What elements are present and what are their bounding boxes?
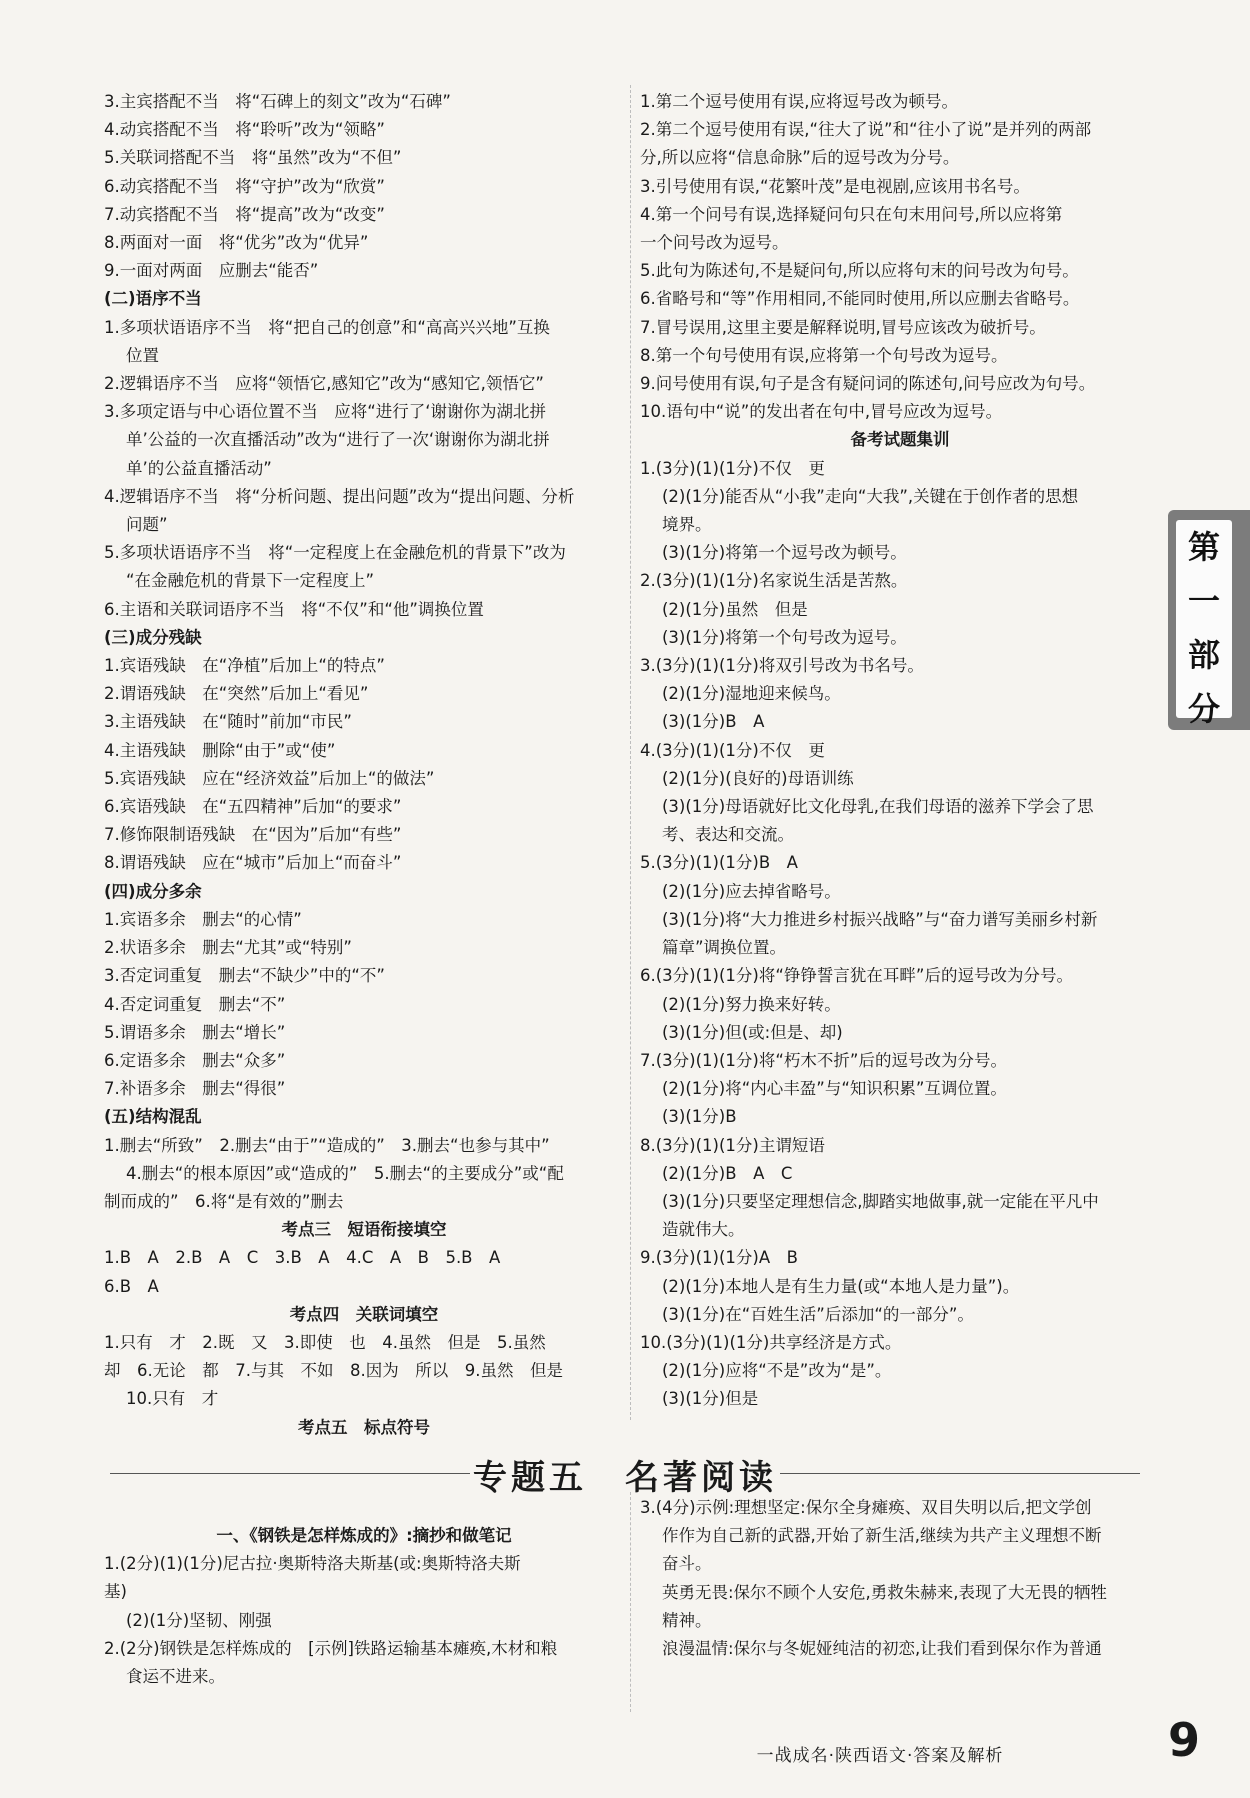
text-line: 单’公益的一次直播活动”改为“进行了一次‘谢谢你为湖北拼 — [126, 430, 550, 450]
text-line: 作作为自己新的武器,开始了新生活,继续为共产主义理想不断 — [662, 1526, 1102, 1546]
text-line: (2)(1分)将“内心丰盈”与“知识积累”互调位置。 — [662, 1079, 1007, 1099]
text-line: 1.第二个逗号使用有误,应将逗号改为顿号。 — [640, 92, 958, 111]
text-line: 3.引号使用有误,“花繁叶茂”是电视剧,应该用书名号。 — [640, 176, 1030, 196]
text-line: 英勇无畏:保尔不顾个人安危,勇救朱赫来,表现了大无畏的牺牲 — [662, 1582, 1108, 1602]
text-line: 6.主语和关联词语序不当 将“不仅”和“他”调换位置 — [104, 599, 484, 619]
text-line: (3)(1分)只要坚定理想信念,脚踏实地做事,就一定能在平凡中 — [662, 1191, 1099, 1211]
text-line: 6.定语多余 删去“众多” — [104, 1050, 286, 1070]
text-line: 4.主语残缺 删除“由于”或“使” — [104, 740, 336, 760]
text-line: 造就伟大。 — [662, 1220, 745, 1240]
text-line: 4.逻辑语序不当 将“分析问题、提出问题”改为“提出问题、分析 — [104, 486, 575, 506]
text-line: 食运不进来。 — [126, 1667, 225, 1687]
text-line: 8.第一个句号使用有误,应将第一个句号改为逗号。 — [640, 345, 1008, 365]
text-line: 9.一面对两面 应删去“能否” — [104, 261, 319, 281]
text-line: (3)(1分)将“大力推进乡村振兴战略”与“奋力谱写美丽乡村新 — [662, 909, 1098, 929]
section-title: 专题五 名著阅读 — [473, 1458, 777, 1498]
text-line: 1.多项状语语序不当 将“把自己的创意”和“高高兴兴地”互换 — [104, 317, 550, 337]
text-line: 考点四 关联词填空 — [289, 1304, 439, 1324]
text-line: 3.主语残缺 在“随时”前加“市民” — [104, 712, 352, 732]
text-line: 5.关联词搭配不当 将“虽然”改为“不但” — [104, 148, 402, 168]
text-line: 4.否定词重复 删去“不” — [104, 994, 286, 1014]
text-line: 3.(3分)(1)(1分)将双引号改为书名号。 — [640, 656, 924, 676]
text-line: (2)(1分)努力换来好转。 — [662, 994, 841, 1014]
text-line: 制而成的” 6.将“是有效的”删去 — [104, 1191, 344, 1211]
text-line: (3)(1分)但是 — [662, 1389, 759, 1409]
text-line: 分,所以应将“信息命脉”后的逗号改为分号。 — [640, 148, 960, 168]
text-line: 考点三 短语衔接填空 — [281, 1220, 447, 1240]
text-line: 1.宾语多余 删去“的心情” — [104, 909, 302, 929]
text-line: 7.动宾搭配不当 将“提高”改为“改变” — [104, 204, 385, 224]
text-line: 基) — [104, 1582, 127, 1602]
text-line: 浪漫温情:保尔与冬妮娅纯洁的初恋,让我们看到保尔作为普通 — [662, 1639, 1102, 1659]
text-line: (2)(1分)本地人是有生力量(或“本地人是力量”)。 — [662, 1276, 1020, 1296]
text-line: 2.第二个逗号使用有误,“往大了说”和“往小了说”是并列的两部 — [640, 120, 1092, 140]
text-line: (3)(1分)母语就好比文化母乳,在我们母语的滋养下学会了思 — [662, 797, 1094, 817]
text-line: 1.B A 2.B A C 3.B A 4.C A B 5.B A — [104, 1248, 501, 1268]
text-line: 8.(3分)(1)(1分)主谓短语 — [640, 1135, 825, 1155]
left-column — [104, 88, 624, 1442]
text-line: 4.删去“的根本原因”或“造成的” 5.删去“的主要成分”或“配 — [126, 1163, 564, 1183]
text-line: 5.宾语残缺 应在“经济效益”后加上“的做法” — [104, 768, 435, 788]
text-line: 备考试题集训 — [850, 430, 950, 450]
text-line: 7.修饰限制语残缺 在“因为”后加“有些” — [104, 825, 402, 845]
text-line: 考、表达和交流。 — [662, 825, 794, 845]
text-line: 位置 — [126, 345, 159, 365]
text-line: 6.宾语残缺 在“五四精神”后加“的要求” — [104, 797, 402, 817]
text-line: 1.只有 才 2.既 又 3.即使 也 4.虽然 但是 5.虽然 — [104, 1332, 546, 1352]
text-line: (3)(1分)B — [662, 1107, 737, 1127]
text-line: 6.省略号和“等”作用相同,不能同时使用,所以应删去省略号。 — [640, 289, 1080, 309]
text-line: (3)(1分)将第一个句号改为逗号。 — [662, 627, 907, 647]
text-line: 4.动宾搭配不当 将“聆听”改为“领略” — [104, 120, 385, 140]
footer-text: 一战成名·陕西语文·答案及解析 — [756, 1746, 1004, 1766]
text-line: 2.状语多余 删去“尤其”或“特别” — [104, 938, 352, 958]
text-line: 一、《钢铁是怎样炼成的》:摘抄和做笔记 — [216, 1526, 512, 1545]
column-divider-2 — [630, 1492, 631, 1712]
text-line: 奋斗。 — [662, 1554, 712, 1574]
text-line: 6.B A — [104, 1276, 159, 1296]
text-line: 2.逻辑语序不当 应将“领悟它,感知它”改为“感知它,领悟它” — [104, 374, 544, 394]
text-line: 3.主宾搭配不当 将“石碑上的刻文”改为“石碑” — [104, 92, 451, 111]
text-line: 1.(2分)(1)(1分)尼古拉·奥斯特洛夫斯基(或:奥斯特洛夫斯 — [104, 1554, 521, 1574]
page-number: 9 — [1167, 1713, 1200, 1767]
text-line: (2)(1分)应去掉省略号。 — [662, 881, 841, 901]
text-line: 考点五 标点符号 — [298, 1417, 430, 1437]
text-line: (2)(1分)(良好的)母语训练 — [662, 768, 854, 788]
text-line: “在金融危机的背景下一定程度上” — [126, 571, 375, 591]
right-column-2 — [640, 1494, 1160, 1663]
side-tab-char: 一 — [1187, 582, 1220, 620]
text-line: 2.(3分)(1)(1分)名家说生活是苦熬。 — [640, 571, 908, 591]
text-line: 精神。 — [662, 1610, 712, 1630]
text-line: 2.(2分)钢铁是怎样炼成的 [示例]铁路运输基本瘫痪,木材和粮 — [104, 1638, 558, 1658]
side-tab-label — [1176, 520, 1232, 728]
text-line: 4.第一个问号有误,选择疑问句只在句末用问号,所以应将第 — [640, 204, 1063, 224]
column-divider — [630, 85, 631, 1420]
text-line: (四)成分多余 — [104, 881, 202, 901]
text-line: (2)(1分)能否从“小我”走向“大我”,关键在于创作者的思想 — [662, 486, 1079, 506]
text-line: 3.多项定语与中心语位置不当 应将“进行了‘谢谢你为湖北拼 — [104, 402, 547, 422]
text-line: 5.多项状语语序不当 将“一定程度上在金融危机的背景下”改为 — [104, 543, 566, 563]
text-line: 6.(3分)(1)(1分)将“铮铮誓言犹在耳畔”后的逗号改为分号。 — [640, 966, 1073, 986]
text-line: (3)(1分)在“百姓生活”后添加“的一部分”。 — [662, 1304, 974, 1324]
text-line: 境界。 — [662, 515, 712, 535]
text-line: 6.动宾搭配不当 将“守护”改为“欣赏” — [104, 176, 385, 196]
text-line: (2)(1分)坚韧、刚强 — [126, 1610, 272, 1630]
text-line: 9.(3分)(1)(1分)A B — [640, 1248, 798, 1268]
text-line: 问题” — [126, 515, 168, 535]
text-line: 5.(3分)(1)(1分)B A — [640, 853, 798, 873]
side-tab-char: 部 — [1187, 636, 1220, 674]
text-line: 7.冒号误用,这里主要是解释说明,冒号应该改为破折号。 — [640, 317, 1046, 337]
text-line: 3.否定词重复 删去“不缺少”中的“不” — [104, 966, 385, 986]
text-line: 10.(3分)(1)(1分)共享经济是方式。 — [640, 1332, 902, 1352]
text-line: 10.语句中“说”的发出者在句中,冒号应改为逗号。 — [640, 402, 1003, 422]
text-line: 4.(3分)(1)(1分)不仅 更 — [640, 740, 825, 760]
text-line: (2)(1分)B A C — [662, 1163, 793, 1183]
text-line: 单’的公益直播活动” — [126, 458, 272, 478]
text-line: 却 6.无论 都 7.与其 不如 8.因为 所以 9.虽然 但是 — [104, 1361, 563, 1381]
text-line: 1.删去“所致” 2.删去“由于”“造成的” 3.删去“也参与其中” — [104, 1135, 550, 1155]
text-line: 7.补语多余 删去“得很” — [104, 1079, 286, 1099]
text-line: 3.(4分)示例:理想坚定:保尔全身瘫痪、双目失明以后,把文学创 — [640, 1498, 1092, 1517]
left-column-2 — [104, 1522, 624, 1691]
text-line: 1.(3分)(1)(1分)不仅 更 — [640, 458, 825, 478]
text-line: 8.谓语残缺 应在“城市”后加上“而奋斗” — [104, 853, 402, 873]
right-column — [640, 88, 1160, 1414]
text-line: (2)(1分)虽然 但是 — [662, 599, 808, 619]
text-line: 1.宾语残缺 在“净植”后加上“的特点” — [104, 656, 385, 676]
text-line: (五)结构混乱 — [104, 1107, 202, 1127]
text-line: 一个问号改为逗号。 — [640, 233, 789, 253]
side-tab-char: 分 — [1187, 690, 1220, 728]
text-line: 9.问号使用有误,句子是含有疑问词的陈述句,问号应改为句号。 — [640, 374, 1096, 394]
text-line: (2)(1分)应将“不是”改为“是”。 — [662, 1361, 892, 1381]
text-line: 10.只有 才 — [126, 1389, 219, 1409]
text-line: (3)(1分)但(或:但是、却) — [662, 1022, 843, 1042]
text-line: 5.谓语多余 删去“增长” — [104, 1022, 286, 1042]
text-line: 7.(3分)(1)(1分)将“朽木不折”后的逗号改为分号。 — [640, 1050, 1007, 1070]
text-line: (三)成分残缺 — [104, 627, 202, 647]
text-line: (2)(1分)湿地迎来候鸟。 — [662, 684, 841, 704]
side-tab-char: 第 — [1187, 528, 1220, 566]
text-line: 5.此句为陈述句,不是疑问句,所以应将句末的问号改为句号。 — [640, 261, 1079, 281]
text-line: (二)语序不当 — [104, 289, 202, 309]
text-line: (3)(1分)B A — [662, 712, 765, 732]
text-line: 2.谓语残缺 在“突然”后加上“看见” — [104, 684, 369, 704]
side-tab — [1168, 510, 1250, 730]
text-line: 篇章”调换位置。 — [662, 938, 787, 958]
text-line: (3)(1分)将第一个逗号改为顿号。 — [662, 543, 907, 563]
text-line: 8.两面对一面 将“优劣”改为“优异” — [104, 233, 369, 253]
